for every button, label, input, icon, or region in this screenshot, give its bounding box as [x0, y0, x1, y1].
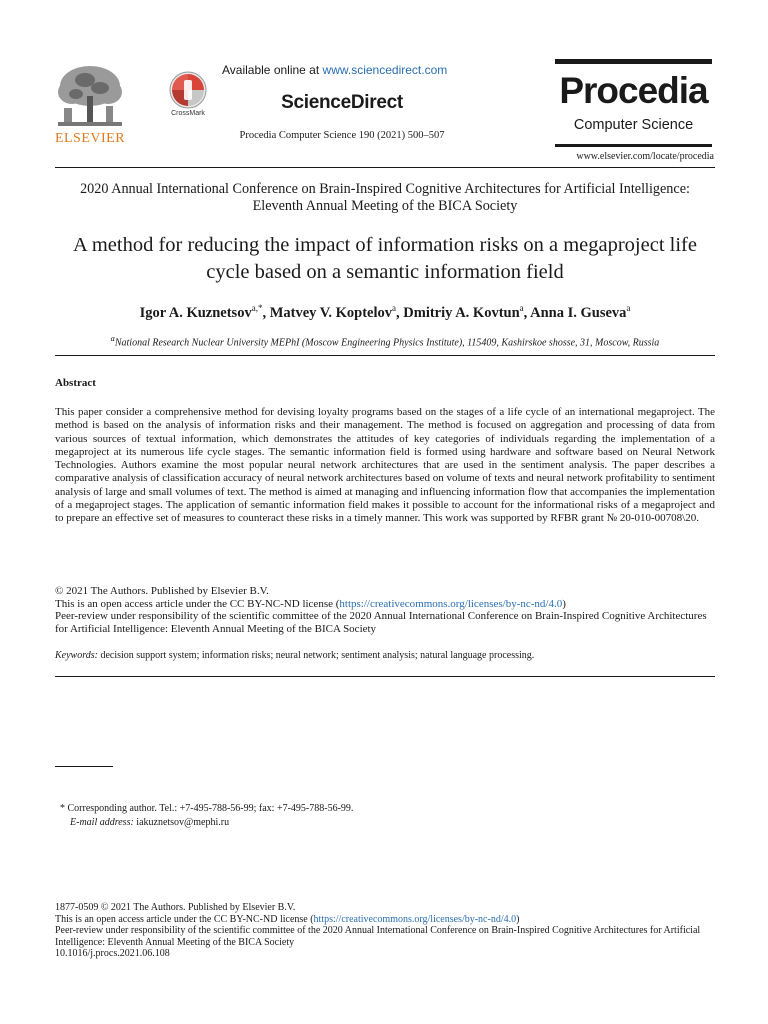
- crossmark-icon[interactable]: [168, 70, 208, 110]
- license-prefix: This is an open access article under the CC BY-NC-ND license (: [55, 597, 340, 610]
- affiliation-mark: a: [110, 334, 115, 343]
- email-label: E-mail address:: [70, 817, 134, 828]
- elsevier-wordmark: ELSEVIER: [54, 131, 126, 146]
- publication-info: [55, 902, 725, 960]
- author-affiliation-mark: a: [392, 303, 397, 313]
- abstract-heading: Abstract: [55, 377, 96, 389]
- doi[interactable]: 10.1016/j.procs.2021.06.108: [55, 948, 170, 960]
- affiliation-text: National Research Nuclear University MEPhI (Moscow Engineering Physics Institute), 115409, Kashirskoe shosse, 31, Moscow, Russia: [114, 337, 660, 349]
- author-separator: ,: [396, 304, 404, 321]
- author-name: Dmitriy A. Kovtun: [403, 304, 520, 321]
- email-note: [70, 817, 690, 828]
- bottom-license-link[interactable]: https://creativecommons.org/licenses/by-nc-nd/4.0: [313, 913, 517, 925]
- sciencedirect-title: ScienceDirect: [281, 92, 403, 113]
- available-online: [222, 63, 447, 77]
- peer-review-statement: Peer-review under responsibility of the scientific committee of the 2020 Annual International Conference on Brain-Inspired Cognitive Architectures for Artificial Intelligence: Eleventh Annual Meeting of the BICA Society: [55, 610, 707, 635]
- bottom-peer-review: Peer-review under responsibility of the scientific committee of the 2020 Annual International Conference on Brain-Inspired Cognitive Architectures for Artificial Intelligence: Eleventh Annual Meeting of the BICA Society: [55, 925, 701, 948]
- license-link[interactable]: https://creativecommons.org/licenses/by-nc-nd/4.0: [339, 597, 563, 610]
- bottom-license-prefix: This is an open access article under the CC BY-NC-ND license (: [55, 913, 314, 925]
- email-address[interactable]: iakuznetsov@mephi.ru: [133, 817, 230, 828]
- paper-title: A method for reducing the impact of information risks on a megaproject life cycle based on a semantic information field: [73, 234, 697, 283]
- procedia-logo: Procedia: [559, 70, 708, 111]
- crossmark-label: CrossMark: [171, 110, 205, 117]
- header-divider: [55, 167, 715, 168]
- footnote-divider: [55, 766, 113, 767]
- journal-homepage-link[interactable]: www.elsevier.com/locate/procedia: [576, 151, 714, 162]
- copyright-line: © 2021 The Authors. Published by Elsevier B.V.: [55, 585, 269, 597]
- keywords: [55, 650, 715, 661]
- issn-line: 1877-0509 © 2021 The Authors. Published by Elsevier B.V.: [55, 902, 296, 913]
- affiliation: [55, 334, 715, 348]
- keywords-label: Keywords:: [55, 650, 98, 661]
- conference-name: 2020 Annual International Conference on Brain-Inspired Cognitive Architectures for Artificial Intelligence: Eleventh Annual Meeting of the BICA Society: [80, 181, 690, 214]
- license-suffix: ): [562, 597, 566, 610]
- author-name: Igor A. Kuznetsov: [139, 304, 252, 321]
- corresponding-author-note: * Corresponding author. Tel.: +7-495-788-56-99; fax: +7-495-788-56-99.: [60, 803, 354, 814]
- procedia-subtitle: Computer Science: [573, 117, 694, 133]
- keywords-text: decision support system; information risks; neural network; sentiment analysis; natural language processing.: [97, 650, 535, 661]
- author-affiliation-mark: a: [519, 303, 524, 313]
- author-name: Matvey V. Koptelov: [269, 304, 393, 321]
- sciencedirect-link[interactable]: www.sciencedirect.com: [322, 63, 448, 77]
- author-separator: ,: [523, 304, 531, 321]
- affiliation-divider: [55, 355, 715, 356]
- bottom-license-line: [55, 914, 725, 926]
- copyright-block: [55, 585, 715, 635]
- license-line: [55, 598, 715, 611]
- abstract-text: This paper consider a comprehensive method for devising loyalty programs based on the stages of a life cycle of an international megaproject. The method is based on the analysis of information risks and their management. The method is focused on aggregation and processing of data from various sources of textual information, which demonstrates the attitudes of key categories of individuals regarding the implementation of a megaproject at its numerous life cycle stages. The semantic information field is formed using hardware and software based on Neural Network Technologies. Authors examine the most popular neural network architectures that are used in the sentiment analysis. The paper describes a comparative analysis of classification accuracy of neural network architectures based on volume of texts and neural network profitability to sentiment analysis of large and small volumes of text. The method is aimed at managing and influencing information flow that accompanies the implementation of a megaproject stages. The application of semantic information field makes it possible to account for the informational risks of a megaproject and to prepare an effective set of measures to counteract these risks in a timely manner. This work was supported by RFBR grant № 20-010-00708\20.: [55, 406, 715, 525]
- author-list: [55, 303, 715, 322]
- author-name: Anna I. Guseva: [530, 304, 627, 321]
- keywords-divider: [55, 676, 715, 677]
- author-separator: ,: [262, 304, 270, 321]
- journal-reference: Procedia Computer Science 190 (2021) 500–507: [239, 130, 445, 141]
- author-affiliation-mark: a,*: [251, 303, 263, 313]
- available-prefix: Available online at: [222, 63, 323, 77]
- author-affiliation-mark: a: [626, 303, 631, 313]
- bottom-license-suffix: ): [516, 913, 520, 925]
